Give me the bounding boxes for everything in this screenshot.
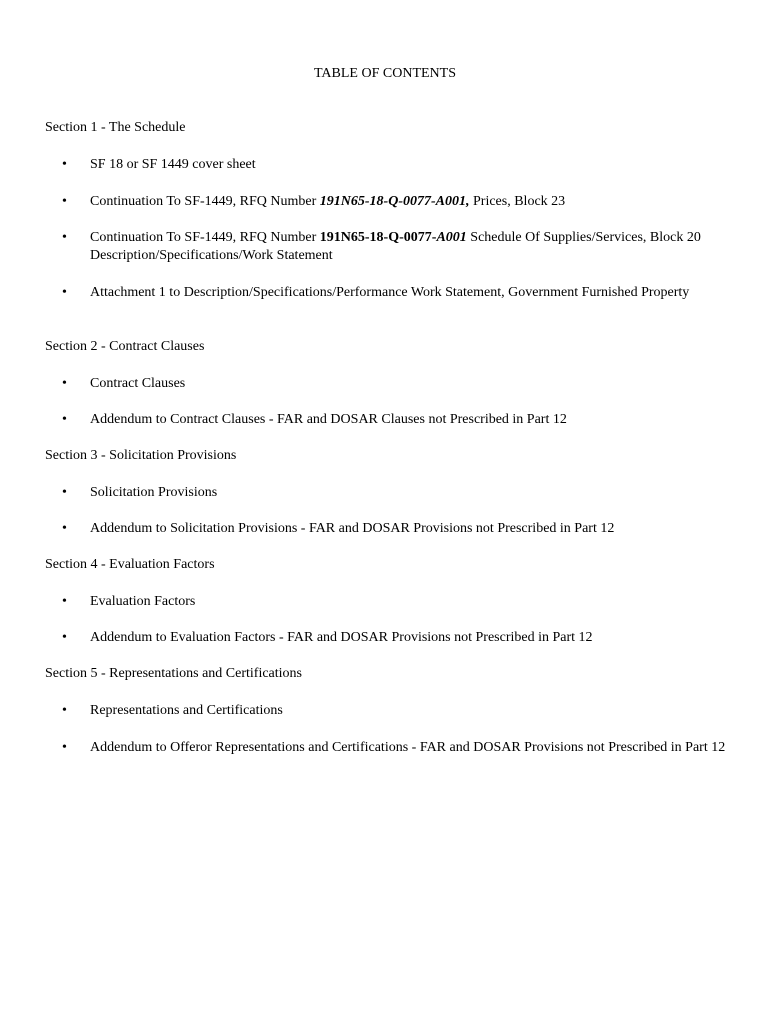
list-item [62, 629, 732, 647]
list-item-text: Addendum to Contract Clauses - FAR and DOSAR Clauses not Prescribed in Part 12 [90, 412, 567, 427]
bullet-icon: • [62, 376, 67, 391]
list-item [62, 593, 732, 611]
list-item [62, 484, 732, 502]
list-item [62, 739, 732, 757]
list-item-text [90, 229, 732, 265]
item-prefix: Continuation To SF-1449, RFQ Number [90, 230, 320, 245]
section-heading-contract-clauses: Section 2 - Contract Clauses [45, 339, 205, 354]
list-item [62, 284, 732, 302]
list-item-text: Representations and Certifications [90, 703, 283, 718]
bullet-icon: • [62, 194, 67, 209]
list-item [62, 411, 732, 429]
list-item [62, 229, 732, 265]
bullet-icon: • [62, 412, 67, 427]
rfq-number: 191N65-18-Q-0077-A001, [319, 194, 470, 209]
bullet-icon: • [62, 740, 67, 755]
list-item-text [90, 193, 732, 211]
bullet-icon: • [62, 285, 67, 300]
list-item-text: Solicitation Provisions [90, 485, 218, 500]
list-item-text: Attachment 1 to Description/Specifications/Performance Work Statement, Government Furnished Property [90, 285, 690, 300]
list-item-text: Contract Clauses [90, 376, 186, 391]
page-title: TABLE OF CONTENTS [314, 66, 456, 81]
list-item [62, 156, 732, 174]
list-item [62, 520, 732, 538]
list-item [62, 702, 732, 720]
section-heading-evaluation-factors: Section 4 - Evaluation Factors [45, 557, 215, 572]
list-item-text: Addendum to Solicitation Provisions - FAR and DOSAR Provisions not Prescribed in Part 12 [90, 521, 615, 536]
item-suffix: Prices, Block 23 [469, 194, 566, 209]
list-item [62, 193, 732, 211]
list-item-text: Addendum to Offeror Representations and Certifications - FAR and DOSAR Provisions not Prescribed in Part 12 [90, 740, 726, 755]
bullet-icon: • [62, 485, 67, 500]
bullet-icon: • [62, 521, 67, 536]
bullet-icon: • [62, 230, 67, 245]
bullet-icon: • [62, 157, 67, 172]
list-item [62, 375, 732, 393]
section-heading-schedule: Section 1 - The Schedule [45, 120, 186, 135]
list-item-text: SF 18 or SF 1449 cover sheet [90, 157, 256, 172]
list-item-text: Addendum to Evaluation Factors - FAR and DOSAR Provisions not Prescribed in Part 12 [90, 630, 593, 645]
section-heading-representations: Section 5 - Representations and Certifications [45, 666, 302, 681]
list-item-text: Evaluation Factors [90, 594, 196, 609]
rfq-number: 191N65-18-Q-0077- [319, 230, 437, 245]
bullet-icon: • [62, 703, 67, 718]
item-prefix: Continuation To SF-1449, RFQ Number [90, 194, 320, 209]
bullet-icon: • [62, 630, 67, 645]
bullet-icon: • [62, 594, 67, 609]
rfq-amendment: A001 [436, 230, 467, 245]
item-suffix: Schedule Of Supplies/Services, Block 20 Description/Specifications/Work Statement [90, 230, 701, 263]
section-heading-solicitation-provisions: Section 3 - Solicitation Provisions [45, 448, 237, 463]
